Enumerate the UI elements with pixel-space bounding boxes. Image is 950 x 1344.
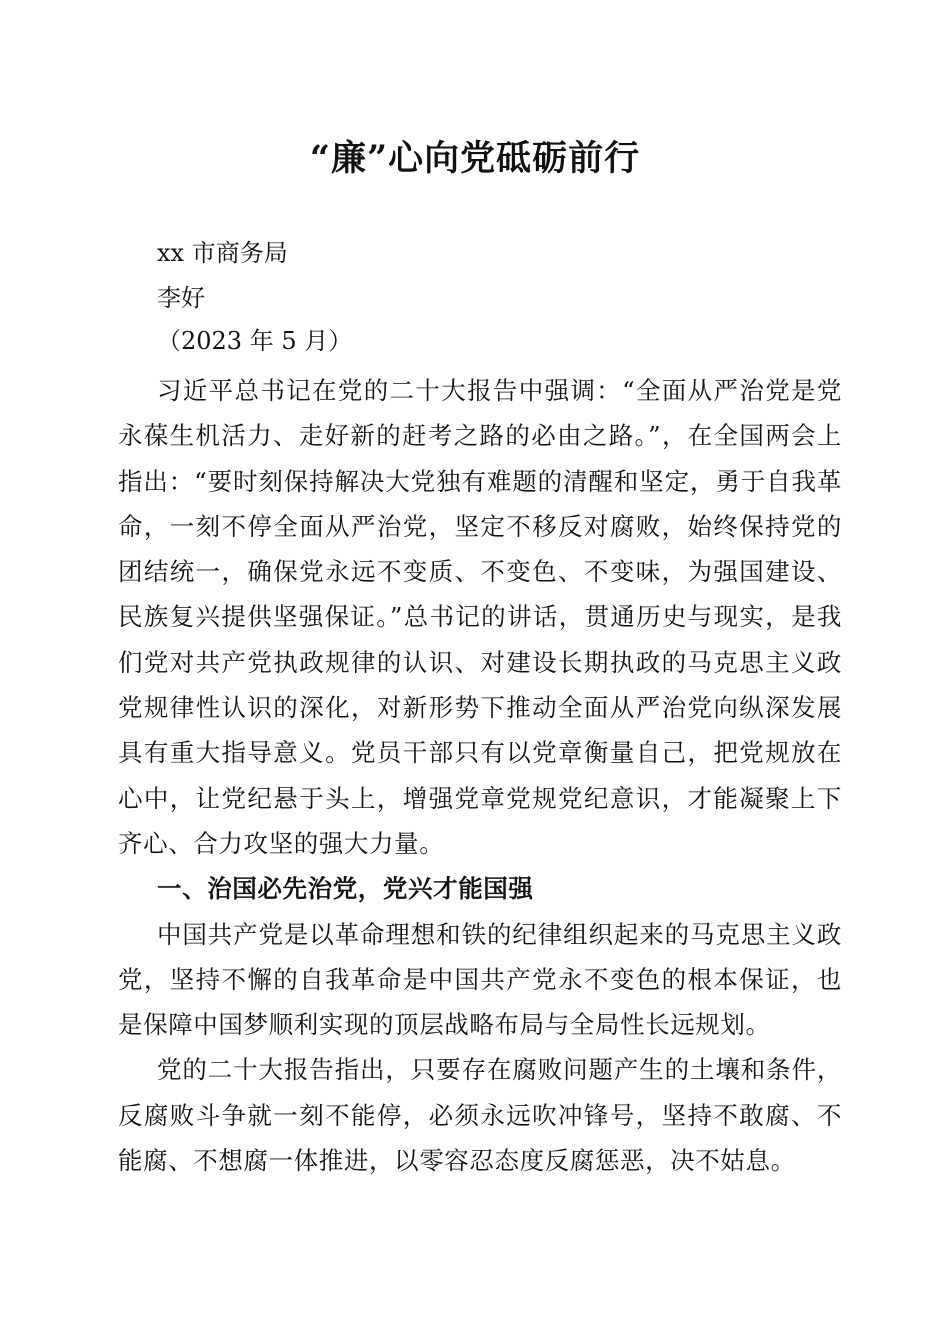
document-title: “廉”心向党砥砺前行 [309,138,641,179]
section-heading: 一、治国必先治党，党兴才能国强 [157,874,534,904]
author-name: 李好 [157,284,205,312]
body-paragraph: 党的二十大报告指出，只要存在腐败问题产生的土壤和条件，反腐败斗争就一刻不能停，必须永远吹冲锋号，坚持不敢腐、不能腐、不想腐一体推进，以零容忍态度反腐惩恶，决不姑息。 [118,1055,842,1176]
document-body [118,368,842,1183]
author-organization: xx 市商务局 [157,239,288,267]
document-date: （2023 年 5 月） [157,327,353,355]
body-paragraph: 中国共产党是以革命理想和铁的纪律组织起来的马克思主义政党，坚持不懈的自我革命是中国共产党永不变色的根本保证，也是保障中国梦顺利实现的顶层战略布局与全局性长远规划。 [118,919,842,1040]
body-paragraph: 习近平总书记在党的二十大报告中强调：“全面从严治党是党永葆生机活力、走好新的赶考之路的必由之路。”，在全国两会上指出：“要时刻保持解决大党独有难题的清醒和坚定，勇于自我革命，一刻不停全面从严治党，坚定不移反对腐败，始终保持党的团结统一，确保党永远不变质、不变色、不变味，为强国建设、民族复兴提供坚强保证。”总书记的讲话，贯通历史与现实，是我们党对共产党执政规律的认识、对建设长期执政的马克思主义政党规律性认识的深化，对新形势下推动全面从严治党向纵深发展具有重大指导意义。党员干部只有以党章衡量自己，把党规放在心中，让党纪悬于头上，增强党章党规党纪意识，才能凝聚上下齐心、合力攻坚的强大力量。 [118,376,842,858]
